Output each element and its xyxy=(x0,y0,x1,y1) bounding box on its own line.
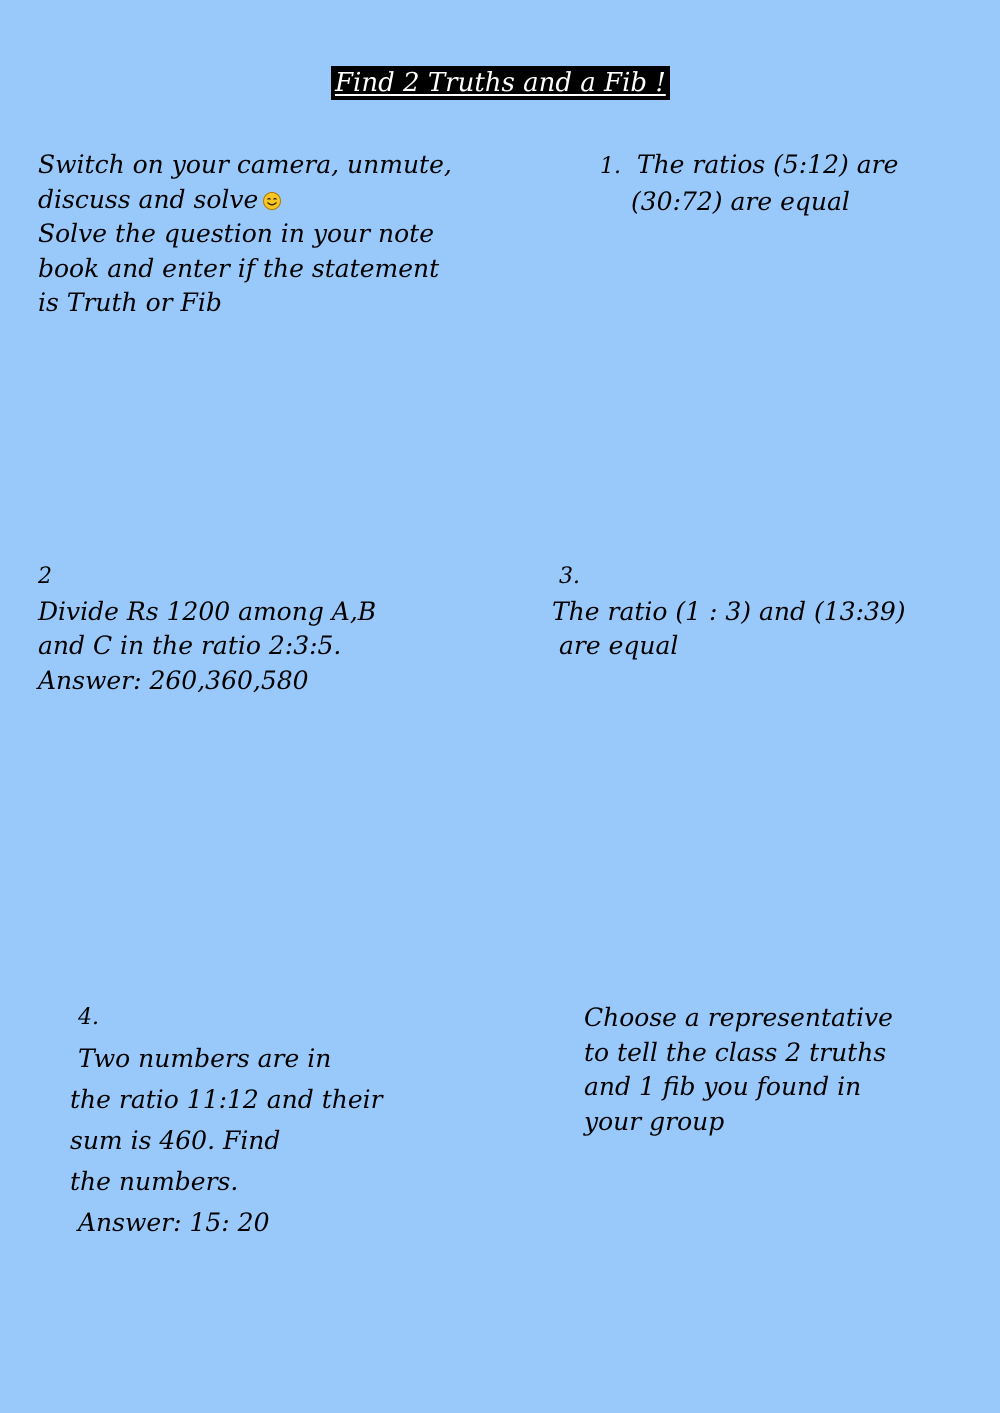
question-number: 1. xyxy=(600,154,621,179)
question-2-line: and C in the ratio 2:3:5. xyxy=(38,631,342,660)
question-number: 2 xyxy=(38,564,52,589)
question-text: The ratios (5:12) are xyxy=(636,150,899,179)
question-number: 3. xyxy=(559,564,580,589)
question-4-line: sum is 460. Find xyxy=(70,1126,281,1155)
instruction-line: Solve the question in your note xyxy=(38,219,435,248)
closing-line: your group xyxy=(584,1106,725,1136)
instructions-block xyxy=(38,148,452,321)
question-2 xyxy=(38,560,376,698)
question-3-line: The ratio (1 : 3) and (13:39) xyxy=(552,596,906,626)
closing-line: Choose a representative xyxy=(584,1003,893,1032)
question-1-line: (30:72) are equal xyxy=(631,186,850,216)
question-4-line: Answer: 15: 20 xyxy=(78,1208,270,1237)
closing-instructions xyxy=(584,1001,893,1139)
page-title: Find 2 Truths and a Fib ! xyxy=(331,66,670,100)
closing-line: to tell the class 2 truths xyxy=(584,1037,887,1067)
question-number: 4. xyxy=(78,1005,99,1030)
instruction-line: book and enter if the statement xyxy=(38,253,440,283)
instruction-line: Switch on your camera, unmute, xyxy=(38,150,452,179)
question-1 xyxy=(600,148,898,219)
smiley-face-icon xyxy=(262,191,282,211)
instruction-line: is Truth or Fib xyxy=(38,288,222,317)
question-3 xyxy=(552,560,906,664)
question-4-line: Two numbers are in xyxy=(78,1044,332,1073)
question-4-line: the numbers. xyxy=(70,1167,239,1196)
question-3-line: are equal xyxy=(559,631,679,660)
question-4 xyxy=(70,997,383,1243)
question-4-line: the ratio 11:12 and their xyxy=(70,1085,383,1114)
question-2-line: Divide Rs 1200 among A,B xyxy=(38,596,377,626)
instruction-text: discuss and solve xyxy=(38,184,259,214)
closing-line: and 1 fib you found in xyxy=(584,1072,862,1101)
instruction-line xyxy=(38,183,452,218)
question-1-line xyxy=(600,148,898,185)
question-2-line: Answer: 260,360,580 xyxy=(38,665,309,695)
